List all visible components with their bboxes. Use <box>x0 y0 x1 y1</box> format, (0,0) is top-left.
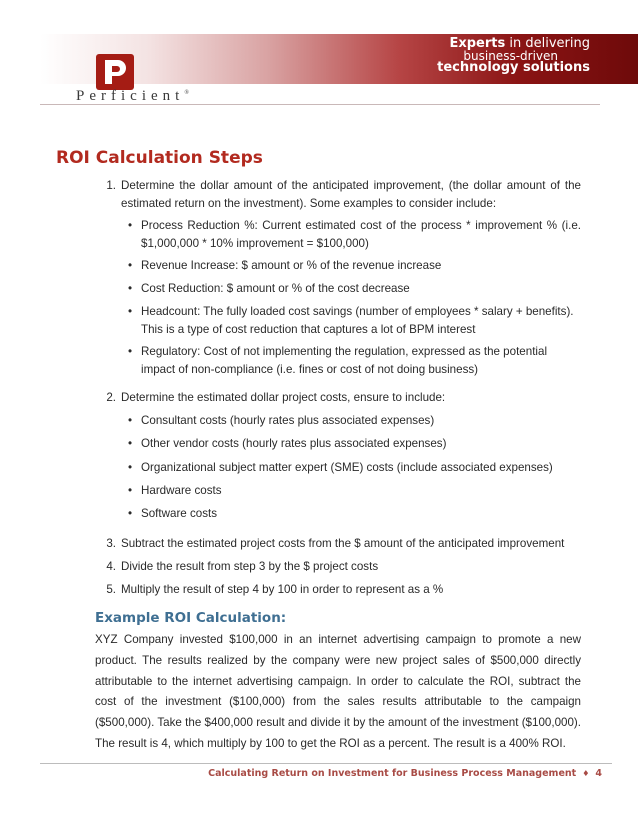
bullet-icon: • <box>128 282 133 295</box>
footer-title: Calculating Return on Investment for Business Process Management <box>208 768 577 779</box>
step-number: 3. <box>106 537 116 550</box>
bullet-text: Process Reduction %: Current estimated cost of the process * improvement % (i.e. $1,000,000 * 10% improvement = $100,000) <box>141 219 581 250</box>
bullet-icon: • <box>128 484 133 497</box>
step-text: Multiply the result of step 4 by 100 in order to represent as a % <box>121 583 444 596</box>
bullet-text: Software costs <box>141 507 218 520</box>
step-text: Subtract the estimated project costs from the $ amount of the anticipated improvement <box>121 537 565 550</box>
step-number: 1. <box>106 179 116 192</box>
bullet-icon: • <box>128 414 133 427</box>
bullet-text: Revenue Increase: $ amount or % of the revenue increase <box>141 259 442 272</box>
bullet-text: Consultant costs (hourly rates plus associated expenses) <box>141 414 435 427</box>
page-footer <box>208 768 602 779</box>
bullet-icon: • <box>128 437 133 450</box>
perficient-wordmark: Perficient® <box>76 88 189 104</box>
bullet-text: Regulatory: Cost of not implementing the regulation, expressed as the potential impact of non-compliance (i.e. fines or cost of not doing business) <box>141 345 548 376</box>
bullet-icon: • <box>128 259 133 272</box>
bullet-text: Organizational subject matter expert (SME) costs (include associated expenses) <box>141 461 553 474</box>
step-text: Divide the result from step 3 by the $ project costs <box>121 560 379 573</box>
bullet-text: Hardware costs <box>141 484 222 497</box>
bullet-icon: • <box>128 219 133 232</box>
example-paragraph: XYZ Company invested $100,000 in an internet advertising campaign to promote a new product. The results realized by the company were new project sales of $500,000 directly attributable to the internet advertising campaign. In order to calculate the ROI, subtract the cost of the investment ($100,000) from the sales results attributable to the campaign ($500,000). Take the $400,000 result and divide it by the amount of the investment ($100,000). The result is 4, which multiply by 100 to get the ROI as a percent. The result is a 400% ROI. <box>95 633 581 750</box>
diamond-separator-icon: ♦ <box>582 769 590 778</box>
step-number: 5. <box>106 583 116 596</box>
step-number: 2. <box>106 391 116 404</box>
header-tagline: Experts in delivering business-driven technology solutions <box>437 36 590 75</box>
footer-divider <box>40 763 612 764</box>
bullet-text: Headcount: The fully loaded cost savings (number of employees * salary + benefits). This is a type of cost reduction that captures a lot of BPM interest <box>141 305 574 336</box>
bullet-icon: • <box>128 461 133 474</box>
bullet-text: Cost Reduction: $ amount or % of the cost decrease <box>141 282 410 295</box>
step-text: Determine the dollar amount of the anticipated improvement, (the dollar amount of the estimated return on the investment). Some examples to consider include: <box>121 179 581 210</box>
perficient-logo-icon <box>96 54 134 90</box>
example-title: Example ROI Calculation: <box>95 610 287 626</box>
section-title: ROI Calculation Steps <box>56 148 263 168</box>
page-number: 4 <box>595 768 602 779</box>
step-number: 4. <box>106 560 116 573</box>
bullet-text: Other vendor costs (hourly rates plus associated expenses) <box>141 437 447 450</box>
step-text: Determine the estimated dollar project costs, ensure to include: <box>121 391 446 404</box>
bullet-icon: • <box>128 345 133 358</box>
bullet-icon: • <box>128 305 133 318</box>
bullet-icon: • <box>128 507 133 520</box>
